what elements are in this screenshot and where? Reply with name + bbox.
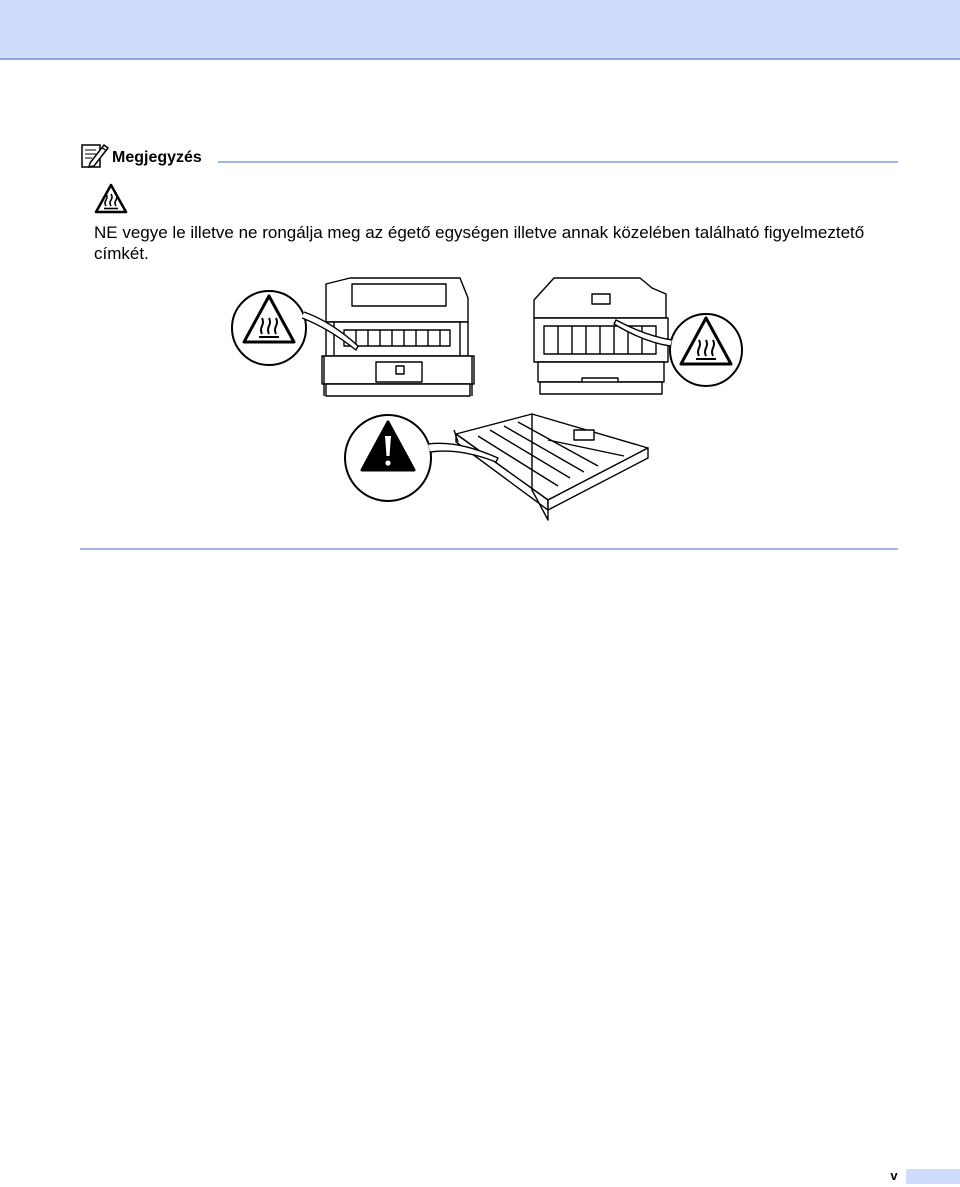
note-pencil-icon	[80, 141, 110, 169]
note-title: Megjegyzés	[112, 149, 202, 166]
warning-text: NE vegye le illetve ne rongálja meg az égető egységen illetve annak közelében található figyelmeztető címkét.	[94, 223, 865, 263]
note-divider	[218, 161, 898, 163]
printer-rear-with-hot-label	[534, 278, 742, 394]
page-number: v	[890, 1168, 898, 1183]
note-header	[80, 141, 898, 171]
printer-illustration	[228, 270, 750, 532]
bottom-divider	[80, 548, 898, 550]
header-band	[0, 0, 960, 60]
page-tab	[906, 1169, 960, 1184]
hot-surface-warning-icon	[94, 183, 128, 215]
